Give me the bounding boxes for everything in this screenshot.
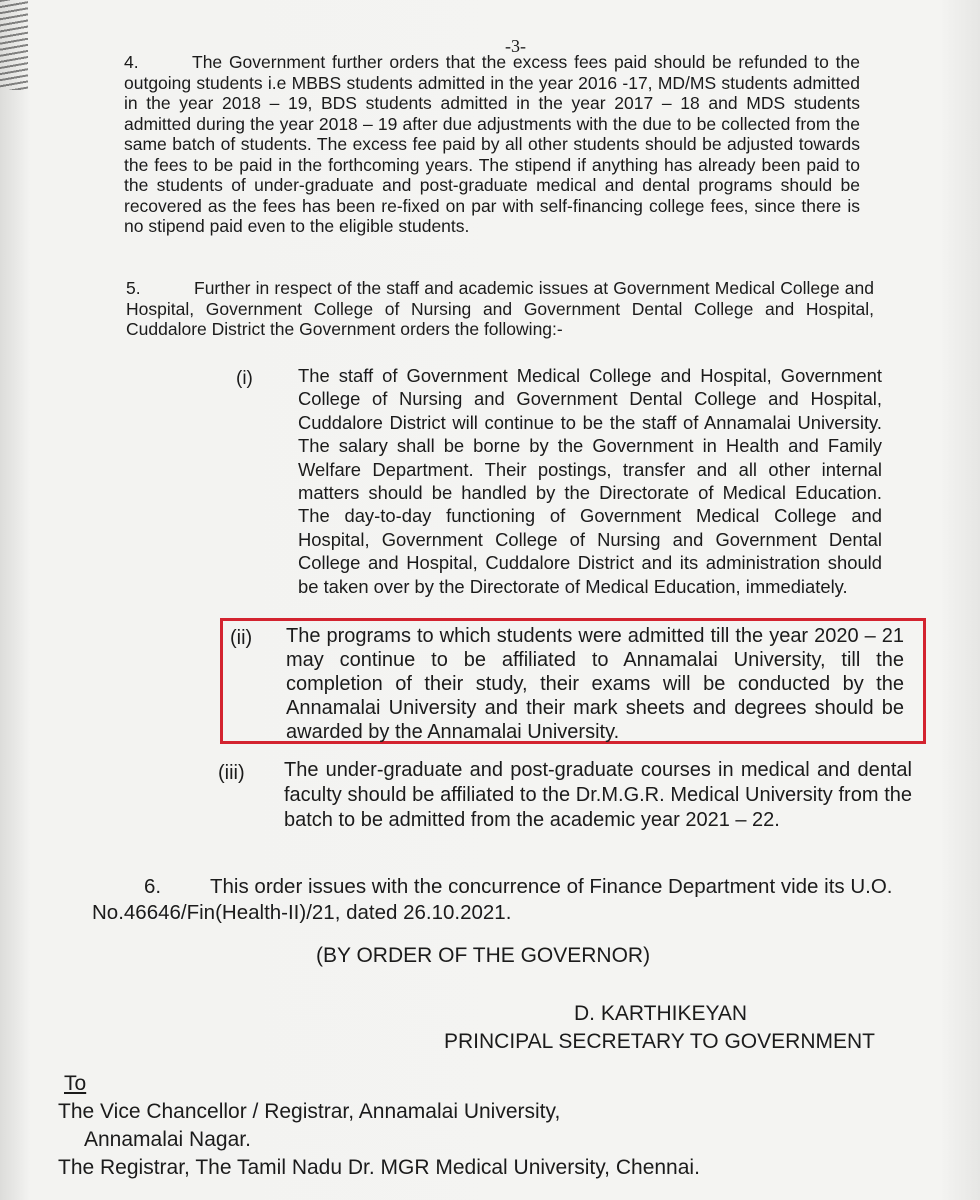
to-label: To [64, 1072, 87, 1095]
item-i-text: The staff of Government Medical College and Hospital, Government College of Nursing and Government Dental College and Hospital, Cuddalore District will continue to be the staff of Annamalai University. The salary shall be borne by the Government in Health and Family Welfare Department. Their postings, transfer and all other internal matters should be handled by the Directorate of Medical Education. The day-to-day functioning of Government Medical College and Hospital, Government College of Nursing and Government Dental College and Hospital, Cuddalore District and its administration should be taken over by the Directorate of Medical Education, immediately. [298, 365, 882, 597]
paragraph-4 [124, 52, 860, 237]
address-line: Annamalai Nagar. [84, 1128, 251, 1151]
signatory-name: D. KARTHIKEYAN [574, 1002, 748, 1025]
paragraph-5-text: Further in respect of the staff and academic issues at Government Medical College and Hospital, Government College of Nursing and Government Dental College and Hospital, Cuddalore District the Government orders the following:- [126, 278, 874, 339]
paragraph-4-text: The Government further orders that the excess fees paid should be refunded to the outgoing students i.e MBBS students admitted in the year 2016 -17, MD/MS students admitted in the year 2018 – 19, BDS students admitted in the year 2017 – 18 and MDS students admitted during the year 2018 – 19 after due adjustments with the due to be collected from the same batch of students. The excess fee paid by all other students should be adjusted towards the fees to be paid in the forthcoming years. The stipend if anything has already been paid to the students of under-graduate and post-graduate medical and dental programs should be recovered as the fees has been re-fixed on par with self-financing college fees, since there is no stipend paid even to the eligible students. [124, 52, 860, 236]
signatory-title: PRINCIPAL SECRETARY TO GOVERNMENT [444, 1030, 875, 1053]
paragraph-5-number: 5. [126, 278, 141, 298]
paragraph-6-number: 6. [144, 875, 162, 898]
item-iii-text: The under-graduate and post-graduate courses in medical and dental faculty should be affiliated to the Dr.M.G.R. Medical University from the batch to be admitted from the academic year 2021 – 22. [284, 759, 912, 831]
scan-edge-mark [0, 0, 28, 90]
paragraph-6 [92, 874, 922, 926]
address-line: The Registrar, The Tamil Nadu Dr. MGR Medical University, Chennai. [58, 1156, 700, 1179]
item-iii-label: (iii) [218, 762, 245, 784]
page-number: -3- [505, 36, 526, 56]
address-line: The Vice Chancellor / Registrar, Annamalai University, [58, 1100, 561, 1123]
paragraph-4-number: 4. [124, 52, 139, 72]
item-ii-text: The programs to which students were admitted till the year 2020 – 21 may continue to be affiliated to Annamalai University, till the completion of their study, their exams will be conducted by the Annamalai University and their mark sheets and degrees should be awarded by the Annamalai University. [286, 625, 904, 743]
paragraph-6-text: This order issues with the concurrence of Finance Department vide its U.O. No.46646/Fin(Health-II)/21, dated 26.10.2021. [92, 875, 893, 924]
paragraph-5 [126, 278, 874, 340]
item-i-label: (i) [236, 368, 253, 389]
item-ii-label: (ii) [230, 627, 253, 649]
order-line: (BY ORDER OF THE GOVERNOR) [316, 944, 651, 967]
